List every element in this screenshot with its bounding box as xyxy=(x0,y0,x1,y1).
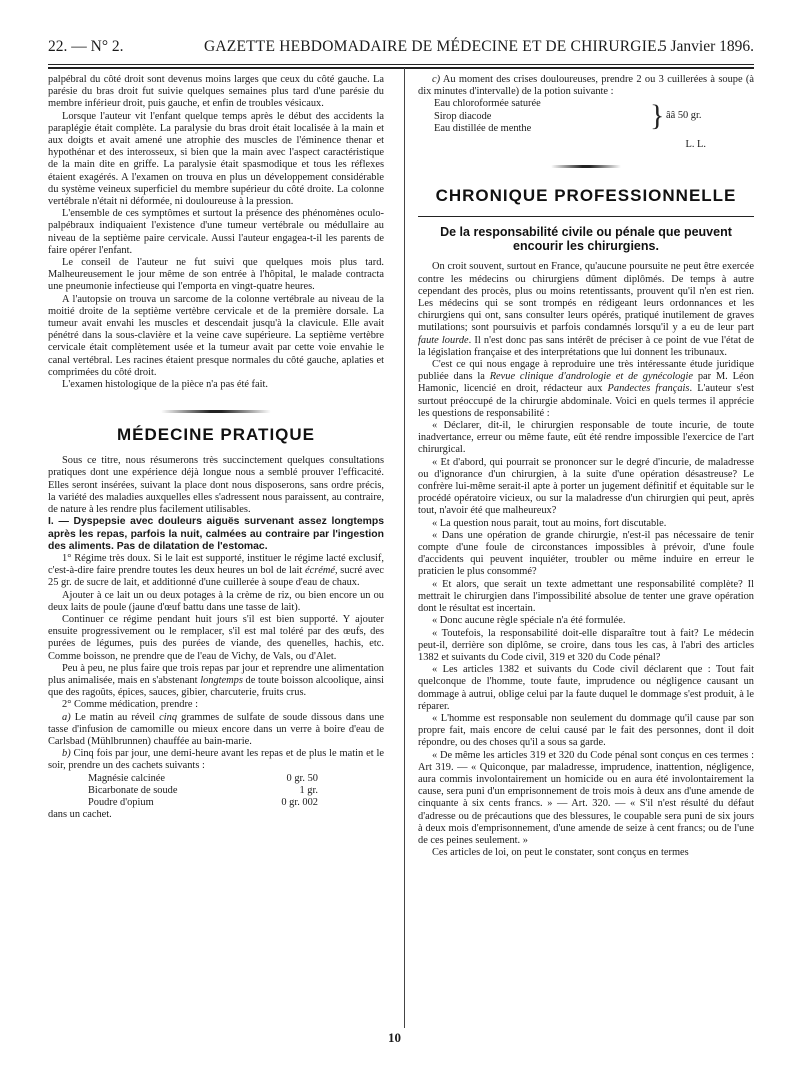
page-folio-number: 10 xyxy=(388,1030,401,1045)
paragraph: On croit souvent, surtout en France, qu'aucune poursuite ne peut être exercée contre les médecins ou chirurgiens dûment diplômés. De temps à autre cependant des procès, plus ou moins retentissants, prouvent qu'il n'en est rien. Les médecins qui se sont trompés en rédigeant leurs ordonnances et les chirurgiens qui ont, sans consulter leurs opérés, pratiqué inutilement de graves mutilations; sont poursuivis et parfois condamnés lorsqu'il y a eu de leur part faute lourde. Il n'est donc pas sans intérêt de préciser à ce point de vue l'état de la législation française et des interprétations que lui donnent les tribunaux. xyxy=(418,261,754,358)
title-rule xyxy=(418,216,754,217)
brace-glyph: } xyxy=(650,99,665,133)
formula-row: Sirop diacode xyxy=(434,110,492,122)
section-title-chronique: CHRONIQUE PROFESSIONNELLE xyxy=(435,186,737,206)
page-issue-number: 22. — N° 2. xyxy=(48,38,124,55)
paragraph: c) Au moment des crises douloureuses, prendre 2 ou 3 cuillerées à soupe (à dix minutes d'intervalle) de la potion suivante : xyxy=(418,74,754,98)
paragraph: « De même les articles 319 et 320 du Code pénal sont conçus en ces termes : Art 319. — « Quiconque, par maladresse, imprudence, inattention, négligence, aura commis involontairement un homicide ou en aura été involontairement la cause, sera puni d'un emprisonnement de trois mois à deux ans d'une amende de cinquante à six cents francs. » — Art. 320. — « S'il n'est résulté du défaut d'adresse ou de précautions que des blessures, le coupable sera puni de six jours à deux mois d'emprisonnement, d'une amende de seize à cent francs; ou de l'une de ces peines seulement. » xyxy=(418,749,754,846)
paragraph: C'est ce qui nous engage à reproduire une très intéressante étude juridique publiée dans la Revue clinique d'andrologie et de gynécologie par M. Léon Hamonic, licencié en droit, rédacteur aux Pandectes français. L'auteur s'est surtout préoccupé de la chirurgie abdominale. Voici en quels termes il apprécie les questions de responsabilité : xyxy=(418,359,754,419)
header-rule-thick xyxy=(48,67,754,69)
paragraph: b) Cinq fois par jour, une demi-heure avant les repas et de plus le matin et le soir, prendre un des cachets suivants : xyxy=(48,748,384,772)
running-header xyxy=(48,38,754,60)
header-rule xyxy=(48,64,754,65)
paragraph: « Toutefois, la responsabilité doit-elle disparaître tout à fait? Le médecin peut-il, derrière son diplôme, se croire, dans tous les cas, à l'abri des articles 1382 et suivants du Code civil, 319 et 320 du Code pénal? xyxy=(418,627,754,663)
paragraph: A l'autopsie on trouva un sarcome de la colonne vertébrale au niveau de la moitié droite de la septième vertèbre cervicale et de la première dorsale. La tumeur avait envahi les muscles et descendait jusqu'à la clavicule. Elle avait pénétré dans la sous-clavière et la veine cave supérieure. La septième vertèbre cervicale était complètement usée et la tumeur avait par cette voie envahie le canal vertébral. Les racines étaient presque normales du côté gauche, aplaties et comprimées du côté droit. xyxy=(48,293,384,378)
paragraph: Peu à peu, ne plus faire que trois repas par jour et reprendre une alimentation plus animalisée, mais en s'abstenant longtemps de toute boisson alcoolique, ainsi que des ragoûts, épices, sauces, gibier, charcuterie, fruits crus. xyxy=(48,662,384,699)
section-intro: Sous ce titre, nous résumerons très succinctement quelques consultations pratiques dont une expérience déjà longue nous a semblé prouver l'efficacité. Elles seront insérées, suivant la place dont nous disposerons, sans ordre précis, la variété des maladies auxquelles elles s'adressent nous paraissent, au contraire, de nature à les rendre plus facilement utilisables. xyxy=(48,455,384,516)
prescription-row: Poudre d'opium 0 gr. 002 xyxy=(88,796,318,808)
formula-quantity: ââ 50 gr. xyxy=(666,110,702,122)
potion-formula xyxy=(418,98,754,138)
paragraph: Ajouter à ce lait un ou deux potages à la crème de riz, ou bien encore un ou deux laits de poule (jaune d'œuf battu dans une tasse de lait). xyxy=(48,589,384,613)
journal-title: GAZETTE HEBDOMADAIRE DE MÉDECINE ET DE CHIRURGIE. xyxy=(204,38,661,55)
section-title-medecine-pratique: MÉDECINE PRATIQUE xyxy=(116,425,316,445)
paragraph: Lorsque l'auteur vit l'enfant quelque temps après le début des accidents la paraplégie était complète. La paralysie du bras droit était localisée à la main et aux doigts et avait amené une atrophie des muscles de l'éminence thenar et hypothénar et des interosseux, si bien que la main avec l'aspect caractéristique de la main dite en griffe. La paralysie était spasmodique et tous les réflexes étaient exagérés. A l'examen on trouva en plus un développement considérable du système veineux superficiel du membre supérieur du côté droite. La colonne vertébrale n'était ni déformée, ni douloureuse à la pression. xyxy=(48,110,384,208)
column-divider xyxy=(404,68,405,1028)
paragraph: a) Le matin au réveil cinq grammes de sulfate de soude dissous dans une tasse d'infusion de camomille ou mieux encore dans un verre à boire d'eau de Carlsbad (Mühlbrunnen) chauffée au bain-marie. xyxy=(48,711,384,747)
prescription-row: Magnésie calcinée 0 gr. 50 xyxy=(88,772,318,784)
right-column xyxy=(418,74,754,859)
paragraph: L'examen histologique de la pièce n'a pas été fait. xyxy=(62,379,268,391)
formula-row: Eau chloroformée saturée xyxy=(434,98,541,110)
paragraph: Ces articles de loi, on peut le constater, sont conçus en termes xyxy=(432,847,689,859)
paragraph: « Les articles 1382 et suivants du Code civil déclarent que : Tout fait quelconque de l'homme, toute faute, imprudence ou négligence causant un dommage à autrui, oblige celui par la faute duquel le dommage s'est produit, à le réparer. xyxy=(418,664,754,712)
cachet-prescription xyxy=(48,773,384,810)
section-ornament xyxy=(418,160,754,172)
formula-row: Eau distillée de menthe xyxy=(434,122,532,134)
paragraph: « Et d'abord, qui pourrait se prononcer sur le degré d'incurie, de maladresse ou d'ignorance d'un chirurgien, à la suite d'une opération désastreuse? Le confrère lui-même serait-il apte à porter un jugement définitif et équitable sur le procédé opératoire vicieux, ou sur la maladresse d'un chirurgien qui peut, après tout, n'avoir été que malheureux? xyxy=(418,456,754,517)
paragraph: « Et alors, que serait un texte admettant une responsabilité complète? Il mettrait le chirurgien dans l'impossibilité absolue de tenter une grave opération dont le résultat est incertain. xyxy=(418,578,754,615)
article-title: De la responsabilité civile ou pénale que peuvent encourir les chirurgiens. xyxy=(440,225,732,254)
paragraph: « Donc aucune règle spéciale n'a été formulée. xyxy=(432,615,626,627)
section-ornament xyxy=(48,405,384,417)
author-signature: L. L. xyxy=(685,139,706,151)
paragraph: « Dans une opération de grande chirurgie, n'est-il pas nécessaire de tenir compte d'une foule de circonstances impossibles à prévoir, d'une foule d'accidents qui peuvent inquiéter, troubler ou même induire en erreur le praticien le plus consommé? xyxy=(418,529,754,578)
paragraph: 1° Régime très doux. Si le lait est supporté, instituer le régime lacté exclusif, c'est-à-dire faire prendre toutes les deux heures un bol de lait écrémé, sucré avec 25 gr. de sucre de lait, et additionné d'une cuillerée à soupe d'eau de chaux. xyxy=(48,552,384,589)
paragraph: « La question nous parait, tout au moins, fort discutable. xyxy=(432,517,667,529)
paragraph: palpébral du côté droit sont devenus moins larges que ceux du côté gauche. La parésie du bras droit fut suivie quelques semaines plus tard d'une parésie du membre inférieur droit, puis gauche, et enfin de troubles vésicaux. xyxy=(48,74,384,110)
paragraph: « L'homme est responsable non seulement du dommage qu'il cause par son propre fait, mais encore de celui causé par le fait des personnes, dont il doit répondre, ou des choses qu'il a sous sa garde. xyxy=(418,712,754,749)
paragraph: Continuer ce régime pendant huit jours s'il est bien supporté. Y ajouter ensuite progressivement ou le remplacer, s'il est mal toléré par des œufs, des purées de légumes, puis des purées de viande, des quenelles, hachis, etc. Comme boisson, ne prendre que de l'eau de Vichy, de Vals, ou d'Alet. xyxy=(48,613,384,662)
paragraph: Le conseil de l'auteur ne fut suivi que quelques mois plus tard. Malheureusement le jour même de son entrée à l'hôpital, le malade contracta une pneumonie infectieuse qui l'emporta en vingt-quatre heures. xyxy=(48,257,384,293)
issue-date: 5 Janvier 1896. xyxy=(658,38,754,55)
prescription-row: Bicarbonate de soude 1 gr. xyxy=(88,784,318,796)
paragraph: L'ensemble de ces symptômes et surtout la présence des phénomènes oculo-palpébraux indiquaient l'existence d'une tumeur vertébrale ou médullaire au niveau de la septième paire cervicale. Aussi l'auteur engagea-t-il les parents de faire opérer l'enfant. xyxy=(48,208,384,256)
paragraph: « Déclarer, dit-il, le chirurgien responsable de toute incurie, de toute inadvertance, erreur ou même faute, eût été rendre impossible l'exercice de l'art chirurgical. xyxy=(418,420,754,456)
item-heading-dyspepsie: I. — Dyspepsie avec douleurs aiguës survenant assez longtemps après les repas, parfois la nuit, calmées au contraire par l'ingestion des aliments. Pas de dilatation de l'estomac. xyxy=(48,516,384,552)
medication-heading: 2° Comme médication, prendre : xyxy=(62,699,199,711)
paragraph: dans un cachet. xyxy=(48,809,112,821)
left-column xyxy=(48,74,384,821)
